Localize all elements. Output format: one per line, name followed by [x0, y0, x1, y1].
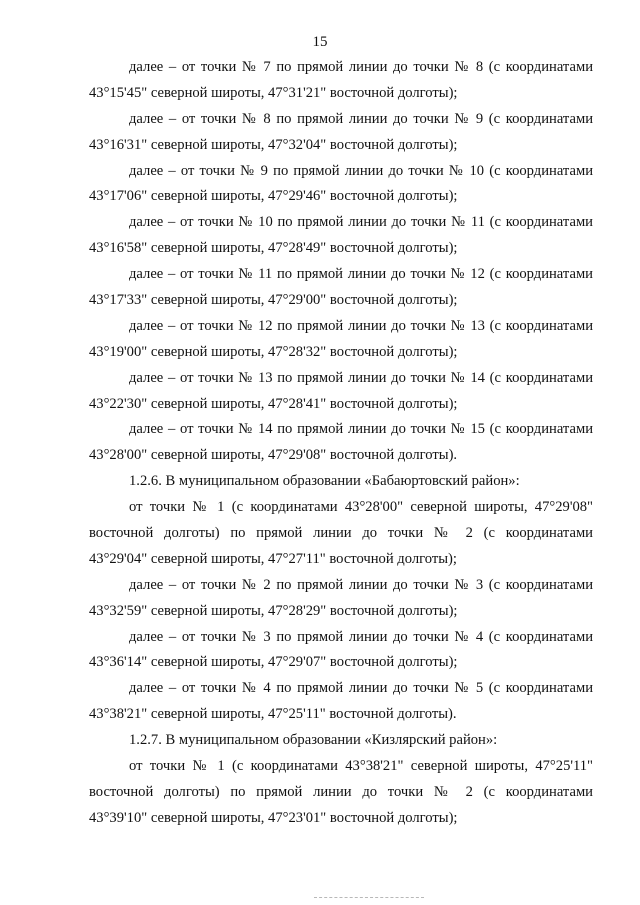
text-line: далее – от точки № 10 по прямой линии до точки № 11 (с координатами [129, 214, 593, 231]
text-line: далее – от точки № 11 по прямой линии до точки № 12 (с координатами [129, 266, 593, 283]
text-line: 43°16'58" северной широты, 47°28'49" восточной долготы); [89, 240, 458, 257]
text-line: 43°28'00" северной широты, 47°29'08" восточной долготы). [89, 447, 458, 464]
text-line: 43°15'45" северной широты, 47°31'21" восточной долготы); [89, 84, 458, 101]
text-line: от точки № 1 (с координатами 43°28'00" северной широты, 47°29'08" [129, 499, 593, 516]
text-line: восточной долготы) по прямой линии до точки № 2 (с координатами [89, 783, 593, 800]
text-line: 43°36'14" северной широты, 47°29'07" восточной долготы); [89, 654, 458, 671]
text-line: 43°39'10" северной широты, 47°23'01" восточной долготы); [89, 809, 458, 826]
text-line: далее – от точки № 9 по прямой линии до точки № 10 (с координатами [129, 162, 593, 179]
text-line: далее – от точки № 14 по прямой линии до точки № 15 (с координатами [129, 421, 593, 438]
text-line: далее – от точки № 8 по прямой линии до точки № 9 (с координатами [129, 110, 593, 127]
text-line: 43°16'31" северной широты, 47°32'04" восточной долготы); [89, 136, 458, 153]
text-line: 43°22'30" северной широты, 47°28'41" восточной долготы); [89, 395, 458, 412]
text-line: 43°17'06" северной широты, 47°29'46" восточной долготы); [89, 188, 458, 205]
text-line: далее – от точки № 13 по прямой линии до точки № 14 (с координатами [129, 369, 593, 386]
text-line: далее – от точки № 3 по прямой линии до точки № 4 (с координатами [129, 628, 593, 645]
document-body [89, 55, 593, 832]
text-line: далее – от точки № 12 по прямой линии до точки № 13 (с координатами [129, 317, 593, 334]
text-line: 1.2.6. В муниципальном образовании «Бабаюртовский район»: [129, 473, 520, 490]
text-line: далее – от точки № 7 по прямой линии до точки № 8 (с координатами [129, 59, 593, 75]
text-line: 43°29'04" северной широты, 47°27'11" восточной долготы); [89, 550, 457, 567]
text-line: 43°32'59" северной широты, 47°28'29" восточной долготы); [89, 602, 458, 619]
text-line: восточной долготы) по прямой линии до точки № 2 (с координатами [89, 525, 593, 542]
text-line: далее – от точки № 2 по прямой линии до точки № 3 (с координатами [129, 576, 593, 593]
text-line: от точки № 1 (с координатами 43°38'21" северной широты, 47°25'11" [129, 758, 593, 775]
footer-divider [314, 897, 424, 898]
page-number: 15 [312, 34, 328, 50]
text-line: далее – от точки № 4 по прямой линии до точки № 5 (с координатами [129, 680, 593, 697]
text-line: 1.2.7. В муниципальном образовании «Кизлярский район»: [129, 732, 498, 749]
text-line: 43°19'00" северной широты, 47°28'32" восточной долготы); [89, 343, 458, 360]
text-line: 43°17'33" северной широты, 47°29'00" восточной долготы); [89, 292, 458, 309]
text-line: 43°38'21" северной широты, 47°25'11" восточной долготы). [89, 706, 457, 723]
